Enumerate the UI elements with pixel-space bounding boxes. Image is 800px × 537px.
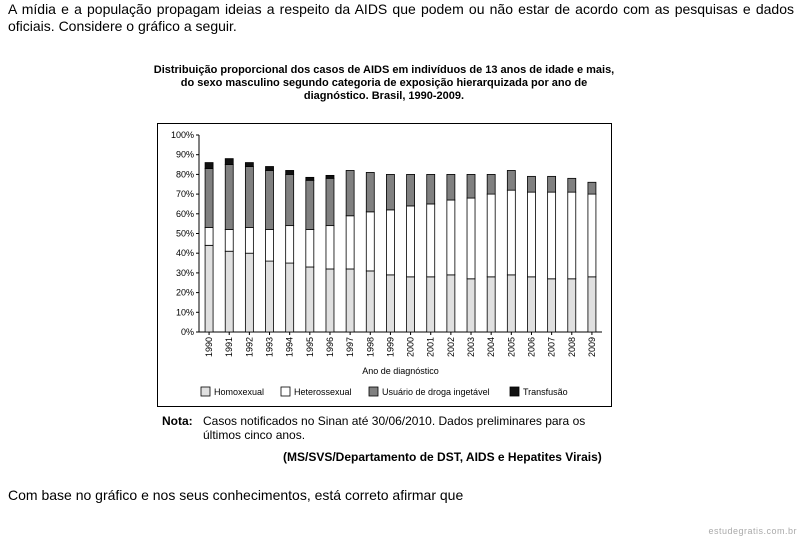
bar-segment [527, 176, 535, 192]
bar-segment [245, 163, 253, 167]
intro-text: A mídia e a população propagam ideias a respeito da AIDS que podem ou não estar de acordo com as pesquisas e dados oficiais. Considere o gráfico a seguir. [8, 1, 794, 34]
y-tick-label: 80% [175, 169, 194, 180]
bar-segment [245, 167, 253, 228]
bar-segment [386, 210, 394, 275]
x-tick-label: 2006 [526, 337, 537, 358]
watermark: estudegratis.com.br [708, 526, 797, 536]
bar-segment [467, 174, 475, 198]
y-tick-label: 70% [175, 189, 194, 200]
x-tick-label: 1993 [264, 337, 275, 358]
y-tick-label: 20% [175, 287, 194, 298]
bar-segment [286, 226, 294, 263]
bar-segment [306, 180, 314, 229]
x-tick-label: 2005 [506, 337, 517, 358]
bar-segment [407, 174, 415, 206]
question-text: Com base no gráfico e nos seus conhecimentos, está correto afirmar que [8, 487, 464, 503]
legend-swatch [201, 387, 210, 396]
bar-segment [427, 174, 435, 204]
x-tick-label: 1995 [304, 337, 315, 358]
legend-swatch [369, 387, 378, 396]
bar-segment [487, 194, 495, 277]
y-tick-label: 50% [175, 228, 194, 239]
bar-segment [306, 230, 314, 267]
bar-segment [326, 178, 334, 225]
bar-segment [447, 200, 455, 275]
bar-segment [386, 174, 394, 209]
legend-label: Usuário de droga ingetável [382, 387, 490, 397]
bar-segment [507, 190, 515, 275]
y-tick-label: 10% [175, 307, 194, 318]
bar-segment [326, 226, 334, 269]
stacked-bar-chart [157, 123, 612, 407]
bar-segment [507, 275, 515, 332]
x-tick-label: 1994 [284, 337, 295, 358]
bar-segment [286, 170, 294, 174]
legend-label: Heterossexual [294, 387, 352, 397]
bar-segment [588, 194, 596, 277]
note-text: Casos notificados no Sinan até 30/06/2010. Dados preliminares para os últimos cinco anos. [203, 414, 586, 442]
bar-segment [245, 228, 253, 254]
bar-segment [266, 261, 274, 332]
x-tick-label: 2002 [445, 337, 456, 358]
bar-segment [286, 263, 294, 332]
bar-segment [346, 269, 354, 332]
bar-segment [407, 206, 415, 277]
bar-segment [467, 198, 475, 279]
bar-segment [205, 168, 213, 227]
bar-segment [548, 279, 556, 332]
bar-segment [568, 178, 576, 192]
bar-segment [467, 279, 475, 332]
x-tick-label: 1992 [244, 337, 255, 358]
bar-segment [568, 192, 576, 279]
bar-segment [225, 251, 233, 332]
x-tick-label: 1991 [224, 337, 235, 358]
bar-segment [205, 163, 213, 169]
bar-segment [346, 170, 354, 215]
bar-segment [427, 204, 435, 277]
note-label: Nota: [162, 414, 193, 428]
bar-segment [588, 277, 596, 332]
x-tick-label: 1997 [345, 337, 356, 358]
bar-segment [548, 192, 556, 279]
bar-segment [266, 167, 274, 171]
y-tick-label: 0% [180, 327, 194, 337]
legend-label: Homoxexual [214, 387, 265, 397]
x-tick-label: 1998 [365, 337, 376, 358]
x-tick-label: 2007 [546, 337, 557, 358]
bar-segment [366, 212, 374, 271]
bar-segment [286, 174, 294, 225]
x-tick-label: 1999 [385, 337, 396, 358]
x-tick-label: 2004 [486, 337, 497, 358]
x-axis-label: Ano de diagnóstico [362, 366, 439, 376]
bar-segment [306, 177, 314, 180]
x-tick-label: 2000 [405, 337, 416, 358]
bar-segment [326, 269, 334, 332]
bar-segment [548, 176, 556, 192]
bar-segment [527, 192, 535, 277]
bar-segment [447, 174, 455, 200]
bar-segment [346, 216, 354, 269]
bar-segment [588, 182, 596, 194]
legend-label: Transfusão [523, 387, 568, 397]
bar-segment [407, 277, 415, 332]
bar-segment [306, 267, 314, 332]
bar-segment [366, 172, 374, 211]
bar-segment [427, 277, 435, 332]
bar-segment [225, 230, 233, 252]
bar-segment [386, 275, 394, 332]
y-tick-label: 90% [175, 149, 194, 160]
bar-segment [205, 228, 213, 246]
chart-title: Distribuição proporcional dos casos de AIDS em indivíduos de 13 anos de idade e mais, do sexo masculino segundo categoria de exposição hierarquizada por ano de diagnóstico. Brasil, 1990-2009. [153, 64, 615, 102]
x-tick-label: 1996 [324, 337, 335, 358]
legend-swatch [510, 387, 519, 396]
bar-segment [225, 159, 233, 165]
y-tick-label: 40% [175, 248, 194, 259]
y-tick-label: 100% [170, 130, 194, 140]
x-tick-label: 2003 [466, 337, 477, 358]
y-tick-label: 60% [175, 208, 194, 219]
bar-segment [326, 175, 334, 178]
bar-segment [266, 230, 274, 262]
bar-segment [568, 279, 576, 332]
bar-segment [205, 245, 213, 332]
x-tick-label: 2009 [586, 337, 597, 358]
bar-segment [245, 253, 253, 332]
x-tick-label: 2008 [566, 337, 577, 358]
y-tick-label: 30% [175, 267, 194, 278]
bar-segment [366, 271, 374, 332]
bar-segment [487, 174, 495, 194]
x-tick-label: 1990 [204, 337, 215, 358]
x-tick-label: 2001 [425, 337, 436, 358]
legend-swatch [281, 387, 290, 396]
bar-segment [507, 170, 515, 190]
bar-segment [225, 165, 233, 230]
bar-segment [527, 277, 535, 332]
source-credit: (MS/SVS/Departamento de DST, AIDS e Hepatites Virais) [283, 450, 602, 464]
bar-segment [447, 275, 455, 332]
bar-segment [487, 277, 495, 332]
bar-segment [266, 170, 274, 229]
